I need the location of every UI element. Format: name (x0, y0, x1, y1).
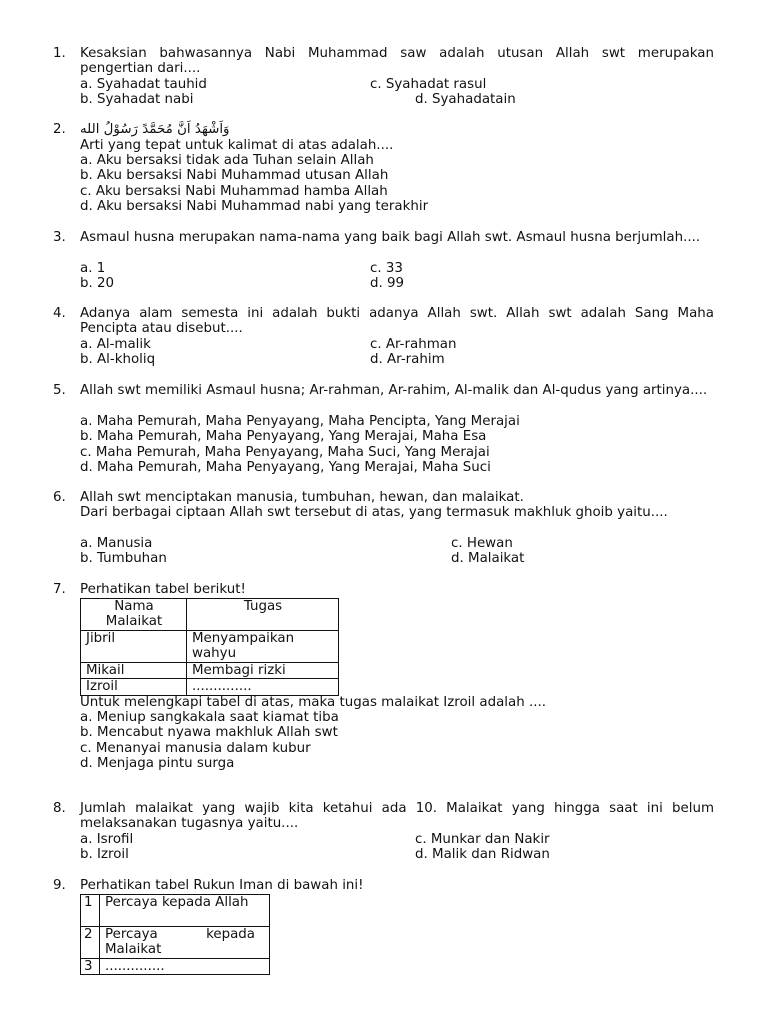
table-cell: Mikail (81, 663, 187, 679)
option-d: d. Aku bersaksi Nabi Muhammad nabi yang terakhir (80, 199, 429, 215)
question-number: 8. (53, 801, 66, 816)
option-a: a. 1 (80, 261, 106, 276)
table-row (81, 663, 339, 679)
question-number: 6. (53, 490, 66, 505)
question-number: 3. (53, 230, 66, 245)
table-header-cell: Nama Malaikat (81, 599, 187, 631)
table-header-cell: Tugas (187, 599, 339, 631)
option-b: b. Izroil (80, 847, 129, 863)
option-b: b. Aku bersaksi Nabi Muhammad utusan Allah (80, 168, 389, 184)
table-header-row (81, 599, 339, 631)
options (80, 710, 714, 772)
option-b: b. 20 (80, 276, 115, 292)
option-b: b. Tumbuhan (80, 551, 167, 567)
table-row (81, 679, 339, 695)
option-b: b. Mencabut nyawa makhluk Allah swt (80, 725, 338, 741)
table-cell (100, 927, 270, 959)
table-cell: 2 (81, 927, 100, 959)
table-row (81, 895, 270, 927)
option-d: d. Maha Pemurah, Maha Penyayang, Yang Merajai, Maha Suci (80, 460, 491, 476)
option-c: c. Maha Pemurah, Maha Penyayang, Maha Suci, Yang Merajai (80, 444, 490, 460)
option-d: d. Ar-rahim (370, 352, 445, 368)
option-a: a. Syahadat tauhid (80, 77, 207, 92)
question-stem: Perhatikan tabel berikut! (80, 582, 246, 597)
option-d: d. 99 (370, 276, 405, 292)
question-number: 5. (53, 383, 66, 398)
options (80, 536, 714, 567)
arabic-shahada: وَاَشْهَدُ اَنَّ مُحَمَّدً رَسُوْلُ الله (80, 122, 230, 137)
option-b: b. Syahadat nabi (80, 92, 194, 108)
table-cell: 1 (81, 895, 100, 927)
rukun-iman-table (80, 894, 270, 975)
table-cell: Jibril (81, 631, 187, 663)
option-a: a. Manusia (80, 536, 153, 551)
malaikat-table (80, 598, 339, 696)
option-c: c. Ar-rahman (370, 337, 457, 352)
question-stem: Allah swt memiliki Asmaul husna; Ar-rahman, Ar-rahim, Al-malik dan Al-qudus yang artinya.... (80, 383, 708, 398)
options (80, 832, 714, 863)
option-c: c. Syahadat rasul (370, 77, 487, 92)
table-cell-text: Percaya kepada Malaikat (105, 927, 255, 958)
table-cell: .............. (100, 959, 270, 975)
option-c: c. Aku bersaksi Nabi Muhammad hamba Allah (80, 183, 388, 199)
table-cell-text: Menyampaikan wahyu (192, 631, 295, 662)
table-cell (100, 895, 270, 927)
option-a: a. Isrofil (80, 832, 134, 847)
options (80, 337, 714, 368)
options (80, 414, 714, 476)
question-number: 4. (53, 306, 66, 321)
table-row (81, 631, 339, 663)
option-b: b. Maha Pemurah, Maha Penyayang, Yang Merajai, Maha Esa (80, 429, 487, 445)
options (80, 261, 714, 292)
option-d: d. Syahadatain (415, 92, 516, 108)
table-row (81, 927, 270, 959)
question-stem-line1: Allah swt menciptakan manusia, tumbuhan, hewan, dan malaikat. (80, 490, 524, 505)
question-stem: Asmaul husna merupakan nama-nama yang baik bagi Allah swt. Asmaul husna berjumlah.... (80, 230, 701, 245)
table-cell (187, 631, 339, 663)
table-cell: Membagi rizki (187, 663, 339, 679)
option-a: a. Aku bersaksi tidak ada Tuhan selain Allah (80, 153, 374, 168)
question-number: 7. (53, 582, 66, 597)
arabic-line-wrap (80, 122, 714, 137)
options (80, 153, 714, 215)
question-stem: Kesaksian bahwasannya Nabi Muhammad saw adalah utusan Allah swt merupakan pengertian dari.... (80, 46, 714, 77)
option-d: d. Malik dan Ridwan (415, 847, 550, 863)
question-number: 1. (53, 46, 66, 61)
table-cell: 3 (81, 959, 100, 975)
option-a: a. Maha Pemurah, Maha Penyayang, Maha Pencipta, Yang Merajai (80, 414, 520, 429)
question-stem: Perhatikan tabel Rukun Iman di bawah ini! (80, 878, 364, 893)
question-stem: Dari berbagai ciptaan Allah swt tersebut di atas, yang termasuk makhluk ghoib yaitu.... (80, 505, 668, 521)
option-b: b. Al-kholiq (80, 352, 156, 368)
question-stem-after: Untuk melengkapi tabel di atas, maka tugas malaikat Izroil adalah .... (80, 695, 546, 710)
question-stem: Arti yang tepat untuk kalimat di atas adalah.... (80, 138, 394, 153)
option-d: d. Malaikat (451, 551, 525, 567)
question-stem: Jumlah malaikat yang wajib kita ketahui ada 10. Malaikat yang hingga saat ini belum melaksanakan tugasnya yaitu.... (80, 801, 714, 832)
question-stem: Adanya alam semesta ini adalah bukti adanya Allah swt. Allah swt adalah Sang Maha Pencipta atau disebut.... (80, 306, 714, 337)
question-number: 2. (53, 122, 66, 137)
option-c: c. 33 (370, 261, 403, 276)
options (80, 77, 714, 108)
question-number: 9. (53, 878, 66, 893)
table-cell-text: Percaya kepada Allah (105, 895, 249, 910)
option-a: a. Meniup sangkakala saat kiamat tiba (80, 710, 339, 725)
option-c: c. Munkar dan Nakir (415, 832, 550, 847)
option-d: d. Menjaga pintu surga (80, 756, 235, 772)
table-row (81, 959, 270, 975)
option-c: c. Menanyai manusia dalam kubur (80, 740, 311, 756)
option-a: a. Al-malik (80, 337, 151, 352)
option-c: c. Hewan (451, 536, 513, 551)
table-cell: .............. (187, 679, 339, 695)
table-cell: Izroil (81, 679, 187, 695)
